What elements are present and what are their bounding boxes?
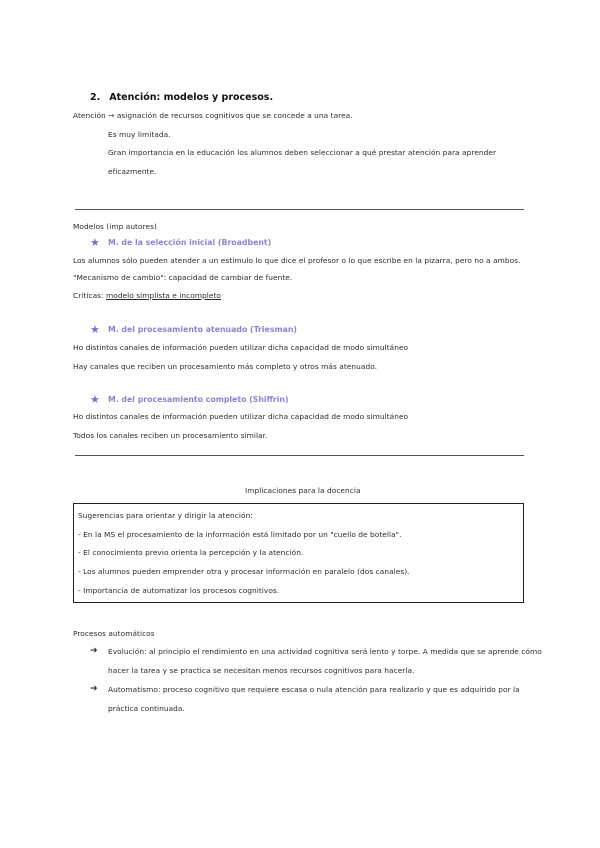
intro-bullet-1: Es muy limitada.	[108, 130, 171, 139]
section-number: 2.	[90, 92, 101, 103]
automatic-p1-line-1: Evolución: al principio el rendimiento en una actividad cognitiva será lento y torpe. A medida que se aprende cómo	[108, 647, 542, 656]
criticas-value: modelo simplista e incompleto	[106, 291, 221, 300]
model-2-line-1: Ho distintos canales de información pueden utilizar dicha capacidad de modo simultáneo	[73, 343, 409, 352]
divider-2	[75, 455, 524, 456]
divider-1	[75, 209, 524, 210]
section-heading	[90, 92, 273, 103]
criticas-label: Críticas:	[73, 291, 104, 300]
model-2-line-2: Hay canales que reciben un procesamiento más completo y otros más atenuado.	[73, 362, 378, 371]
intro-bullet-2-line-1: Gran importancia en la educación los alumnos deben seleccionar a qué prestar atención para aprender	[108, 148, 497, 157]
star-icon: ★	[90, 236, 100, 249]
star-icon: ★	[90, 323, 100, 336]
model-1-criticas	[73, 291, 221, 301]
star-icon: ★	[90, 393, 100, 406]
automatic-p2-line-1: Automatismo: proceso cognitivo que requiere escasa o nula atención para realizarlo y que es adquirido por la	[108, 685, 520, 694]
model-1-line-1: Los alumnos sólo pueden atender a un estímulo lo que dice el profesor o lo que escribe en la pizarra, pero no a ambos.	[73, 256, 521, 265]
automatic-p1-line-2: hacer la tarea y se practica se necesitan menos recursos cognitivos para hacerla.	[108, 666, 415, 675]
model-1-line-2: "Mecanismo de cambio": capacidad de cambiar de fuente.	[73, 273, 293, 282]
automatic-p2-line-2: práctica continuada.	[108, 704, 185, 713]
model-3-line-1: Ho distintos canales de información pueden utilizar dicha capacidad de modo simultáneo	[73, 412, 409, 421]
model-2-title: M. del procesamiento atenuado (Triesman)	[108, 325, 297, 334]
model-3-line-2: Todos los canales reciben un procesamiento similar.	[73, 431, 268, 440]
suggestion-item: - Los alumnos pueden emprender otra y procesar información en paralelo (dos canales).	[78, 567, 410, 576]
section-title: Atención: modelos y procesos.	[109, 92, 274, 103]
models-intro: Modelos (imp autores)	[73, 222, 157, 231]
model-1-title: M. de la selección inicial (Broadbent)	[108, 238, 272, 247]
suggestions-title: Sugerencias para orientar y dirigir la atención:	[78, 511, 253, 520]
suggestion-item: - El conocimiento previo orienta la percepción y la atención.	[78, 548, 304, 557]
arrow-right-icon: ➔	[90, 684, 98, 694]
attention-definition: Atención → asignación de recursos cognitivos que se concede a una tarea.	[73, 111, 353, 120]
implications-title: Implicaciones para la docencia	[245, 486, 361, 495]
suggestion-item: - Importancia de automatizar los procesos cognitivos.	[78, 586, 280, 595]
arrow-right-icon: ➔	[90, 646, 98, 656]
model-3-title: M. del procesamiento completo (Shiffrin)	[108, 395, 289, 404]
intro-bullet-2-line-2: eficazmente.	[108, 167, 157, 176]
automatic-title: Procesos automáticos	[73, 629, 155, 638]
suggestion-item: - En la MS el procesamiento de la información está limitado por un "cuello de botella".	[78, 530, 402, 539]
